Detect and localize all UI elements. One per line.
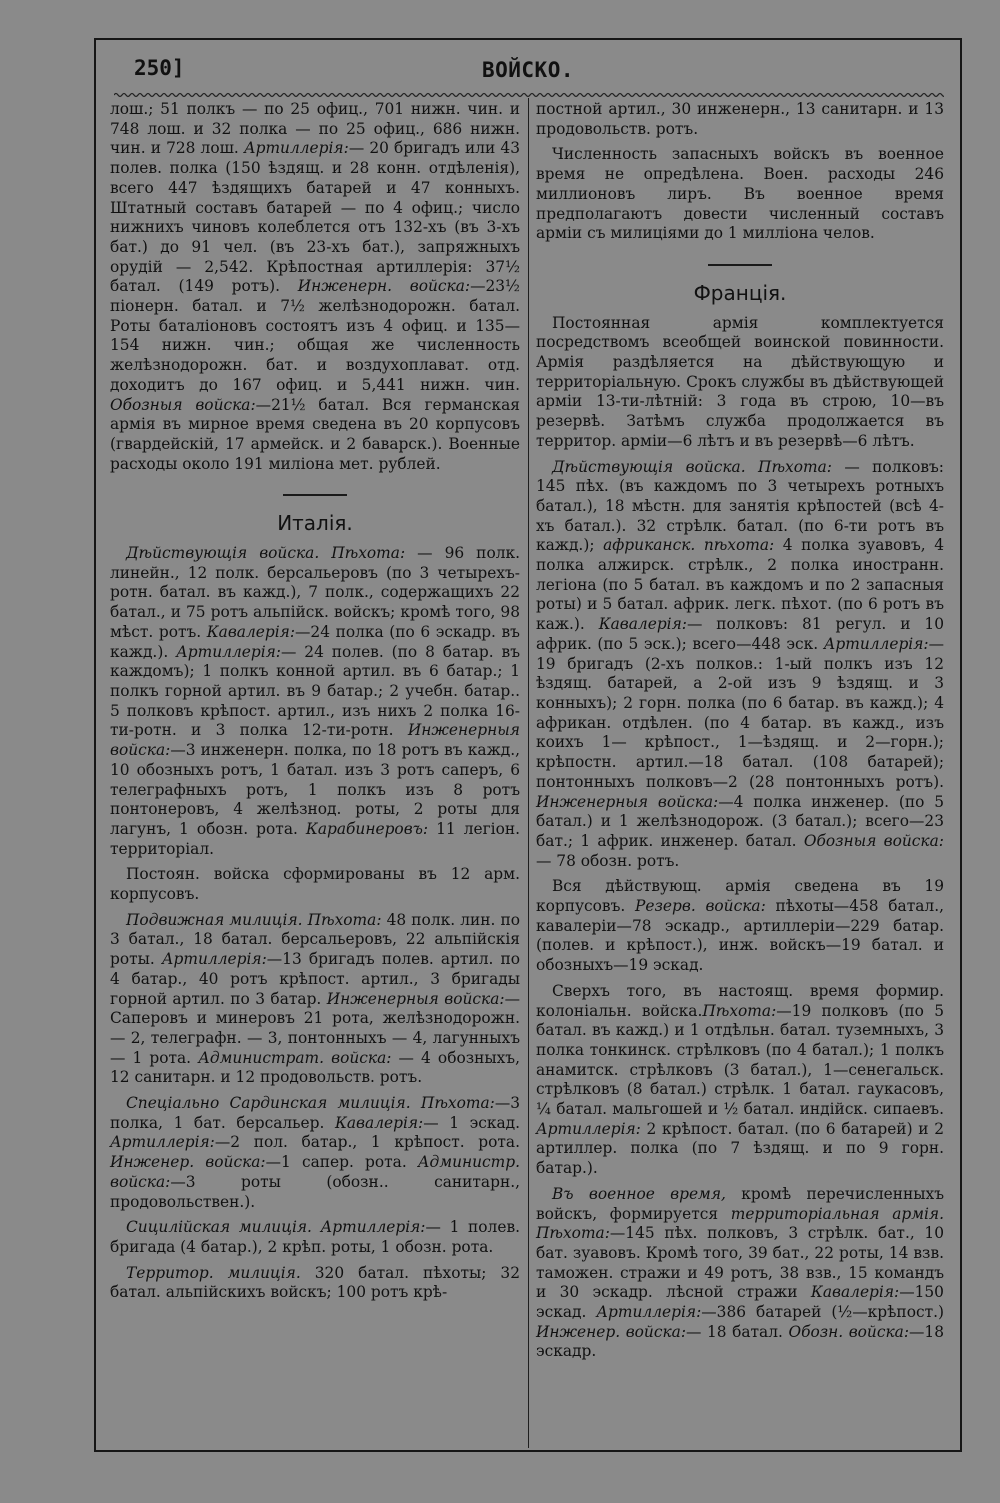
section-separator [283,494,347,496]
text-run: —1 сапер. рота. [265,1153,407,1172]
italy-corps-paragraph: Постоян. войска сформированы въ 12 арм. корпусовъ. [110,865,520,904]
italic-term: Спеціально Сардинская милиція. Пѣхота: [126,1094,495,1113]
italy-territorial-militia-paragraph [110,1264,520,1303]
italic-term: Резерв. войска: [635,897,766,916]
italic-term: Артиллерія: [161,950,267,969]
italic-term: африканск. пѣхота: [603,536,775,555]
france-active-troops-paragraph [536,458,944,872]
right-column [536,100,944,1368]
france-wartime-paragraph [536,1185,944,1362]
text-run: — 4 обозныхъ, 12 санитарн. и 12 продовольств. ротъ. [110,1048,520,1087]
italic-term: Сицилійская милиція. Артиллерія: [126,1218,426,1237]
text-run: — 1 полев. бригада (4 батар.), 2 крѣп. роты, 1 обозн. рота. [110,1218,520,1256]
italic-term: Территор. милиція. [126,1263,301,1282]
italic-term: Кавалерія: [598,615,687,634]
text-run: — 1 эскад. [423,1113,520,1132]
text-run: 2 крѣпост. батал. (по 6 батарей) и 2 артиллер. полка (по 7 ѣздящ. и по 9 горн. батар.). [536,1119,944,1178]
italic-term: Администрат. войска: [198,1048,392,1067]
france-conscription-paragraph: Постоянная армія комплектуется посредствомъ всеобщей воинской повинности. Армія раздѣляется на дѣйствующую и территоріальную. Срокъ службы въ дѣйствующей арміи 13-ти-лѣтній: 3 года въ строю, 10—въ резервѣ. Затѣмъ служба продолжается въ территор. арміи—6 лѣтъ и въ резервѣ—6 лѣтъ. [536,313,944,450]
section-separator [708,264,772,266]
text-run: — 96 полк. линейн., 12 полк. берсальеровъ (по 3 четырехъ-ротн. батал. въ кажд.), 7 полк., содержащихъ 22 батал., и 75 ротъ альпійск. войскъ; кромѣ того, 98 мѣст. ротъ. [110,544,520,641]
germany-continued-paragraph [110,100,520,474]
text-run: пѣхоты—458 батал., кавалеріи—78 эскадр., артиллеріи—229 батар. (полев. и крѣпост.), инж. войскъ—19 батал. и обозныхъ—19 эскад. [536,897,944,975]
italic-term: Инженерныя войска: [536,792,719,811]
italic-term: Инженерныя войска: [326,989,505,1008]
italic-term: Администр. войска: [110,1153,520,1191]
text-run: Сверхъ того, въ настоящ. время формир. колоніальн. войска. [536,981,944,1020]
italic-term: Инженерн. войска: [297,277,471,296]
italic-term: Артиллерія: [596,1303,702,1322]
italic-term: Артиллерія: [110,1133,215,1152]
text-run: —21½ батал. Вся германская армія въ мирное время сведена въ 20 корпусовъ (гвардейскій, 17 армейск. и 2 баварск.). Военные расходы около 191 миліона мет. рублей. [110,395,521,473]
text-run: 11 легіон. территоріал. [110,819,520,858]
italic-term: Обозн. войска: [788,1322,910,1341]
text-run: —18 эскадр. [536,1322,944,1361]
text-run: Вся дѣйствующ. армія сведена въ 19 корпусовъ. [536,877,944,916]
page-frame [94,38,962,1452]
italic-term: Дѣйствующія войска. Пѣхота: [552,457,832,476]
italy-continued-paragraph: постной артил., 30 инженерн., 13 санитарн. и 13 продовольств. ротъ. [536,100,944,138]
text-run: —24 полка (по 6 эскадр. въ кажд.). [110,622,520,661]
italic-term: Артиллерія: [823,634,929,653]
italic-term: территоріальная армія. Пѣхота: [536,1204,944,1243]
page-number: 250] [134,56,185,80]
text-run: —3 роты (обозн.. санитарн., продовольствен.). [110,1172,520,1211]
france-corps-reserve-paragraph [536,877,944,976]
italy-sardinian-militia-paragraph [110,1094,520,1212]
italic-term: Инженер. войска: [110,1153,266,1172]
section-title-france: Франція. [693,280,787,305]
page-header [96,40,960,96]
text-run: лош.; 51 полкъ — по 25 офиц., 701 нижн. чин. и 748 лош. и 32 полка — по 25 офиц., 686 нижн. чин. и 728 лош. [110,100,520,158]
italic-term: Артиллерія: [243,139,349,158]
text-run: 48 полк. лин. по 3 батал., 18 батал. берсальеровъ, 22 альпійскія роты. [110,910,520,969]
text-run: — 24 полев. (по 8 батар. въ каждомъ); 1 полкъ конной артил. въ 6 батар.; 1 полкъ горной артил. въ 9 батар.; 2 учебн. батар.. 5 полковъ крѣпост. артил., изъ нихъ 2 полка 16-ти-ротн. и 3 полка 12-ти-ротн. [110,642,520,740]
column-divider [528,98,529,1448]
italic-term: Артиллерія: [176,642,281,661]
text-run: —2 пол. батар., 1 крѣпост. рота. [214,1133,520,1152]
italic-term: Обозныя войска: [110,395,256,414]
text-run: — 20 бригадъ или 43 полев. полка (150 ѣздящ. и 28 конн. отдѣленія), всего 447 ѣздящихъ батарей и 47 конныхъ. Штатный составъ батарей — по 4 офиц.; число нижнихъ чиновъ колеблется отъ 132-хъ (въ 3-хъ бат.) до 91 чел. (въ 23-хъ бат.), запряжныхъ орудій — 2,542. Крѣпостная артиллерія: 37½ батал. (149 ротъ). [110,139,520,296]
text-run: — 78 обозн. ротъ. [536,851,680,870]
text-run: —23½ піонерн. батал. и 7½ желѣзнодорожн. батал. Роты баталіоновъ состоятъ изъ 4 офиц. и 135—154 нижн. чин.; общая же численность желѣзнодорожн. бат. и воздухоплават. отд. доходитъ до 167 офиц. и 5,441 нижн. чин. [110,277,520,394]
text-run: — 18 батал. [686,1322,783,1341]
text-run: —386 батарей (½—крѣпост.) [701,1303,944,1322]
text-run: — полковъ: 81 регул. и 10 африк. (по 5 эск.); всего—448 эск. [536,615,944,653]
italic-term: Карабинеровъ: [305,819,429,838]
italic-term: Пѣхота: [702,1001,777,1020]
italy-active-troops-paragraph [110,544,520,859]
wavy-rule [114,92,944,98]
italy-reserve-paragraph: Численность запасныхъ войскъ въ военное время не опредѣлена. Воен. расходы 246 миллионовъ лиръ. Въ военное время предполагаютъ довести численный составъ арміи съ милиціями до 1 милліона челов. [536,145,944,243]
italy-sicilian-militia-paragraph [110,1218,520,1257]
text-run: —19 полковъ (по 5 батал. въ кажд.) и 1 отдѣльн. батал. туземныхъ, 3 полка тонкинск. стрѣлковъ (по 4 батал.); 1 полкъ анамитск. стрѣлковъ (3 батал.), 1—сенегальск. стрѣлковъ (8 батал.) стрѣлк. 1 батал. гаукасовъ, ¼ батал. мальгошей и ½ батал. индійск. сипаевъ. [536,1001,944,1119]
italic-term: Подвижная милиція. Пѣхота: [126,910,382,929]
france-colonial-troops-paragraph [536,982,944,1179]
italic-term: Кавалерія: [810,1283,900,1302]
text-run: кромѣ перечисленныхъ войскъ, формируется [536,1184,944,1223]
text-run: —4 полка инженер. (по 5 батал.) и 1 желѣзнодорож. (3 батал.); всего—23 бат.; 1 африк. инженер. батал. [536,792,944,850]
text-run: —150 эскад. [536,1283,944,1322]
italic-term: Обозныя войска: [803,831,944,850]
text-run: 320 батал. пѣхоты; 32 батал. альпійскихъ войскъ; 100 ротъ крѣ- [110,1263,521,1302]
running-head: ВОЙСКО. [481,58,574,82]
italic-term: Кавалерія: [206,622,296,641]
text-run: —13 бригадъ полев. артил. по 4 батар., 40 ротъ крѣпост. артил., 3 бригады горной артил. по 3 батар. [110,950,520,1008]
italic-term: Дѣйствующія войска. Пѣхота: [126,544,406,563]
text-run: —3 инженерн. полка, по 18 ротъ въ кажд., 10 обозныхъ ротъ, 1 батал. изъ 3 ротъ саперъ, 6 телеграфныхъ ротъ, 1 полкъ изъ 8 ротъ понтонеровъ, 4 желѣзнод. роты, 2 роты для лагунъ, 1 обозн. рота. [110,741,520,838]
italic-term: Инженерныя войска: [110,721,520,760]
text-run: —19 бригадъ (2-хъ полков.: 1-ый полкъ изъ 12 ѣздящ. батарей, а 2-ой изъ 9 ѣздящ. и 3 конныхъ); 2 горн. полка (по 6 батар. въ кажд.); 4 африкан. отдѣлен. (по 4 батар. въ кажд., изъ коихъ 1— крѣпост., 1—ѣздящ. и 2—горн.); крѣпостн. артил.—18 батал. (108 батарей); понтонныхъ полковъ—2 (28 понтонныхъ ротъ). [536,634,944,791]
italic-term: Въ военное время, [552,1184,726,1203]
text-run: —3 полка, 1 бат. берсальер. [110,1094,520,1132]
text-run: —145 пѣх. полковъ, 3 стрѣлк. бат., 10 бат. зуавовъ. Кромѣ того, 39 бат., 22 роты, 14 взв. таможен. стражи и 49 ротъ, 38 взв., 15 командъ и 30 эскадр. лѣсной стражи [536,1224,944,1302]
italic-term: Кавалерія: [334,1113,424,1132]
left-column [110,100,520,1309]
text-run: 4 полка зуавовъ, 4 полка алжирск. стрѣлк., 2 полка иностранн. легіона (по 5 батал. въ каждомъ и по 2 запасныя роты) и 5 батал. африк. легк. пѣхот. (по 6 ротъ въ каж.). [536,536,944,634]
text-run: —Саперовъ и минеровъ 21 рота, желѣзнодорожн. — 2, телеграфн. — 3, понтонныхъ — 4, лагунныхъ — 1 рота. [110,989,520,1067]
italic-term: Артиллерія: [536,1119,641,1138]
text-run: — полковъ: 145 пѣх. (въ каждомъ по 3 четырехъ ротныхъ батал.), 18 мѣстн. для занятія крѣпостей (всѣ 4-хъ батал.). 32 стрѣлк. батал. (по 6-ти ротъ въ кажд.); [536,457,944,555]
section-title-italy: Италія. [277,511,353,536]
italy-mobile-militia-paragraph [110,911,520,1088]
italic-term: Инженер. войска: [536,1322,687,1341]
